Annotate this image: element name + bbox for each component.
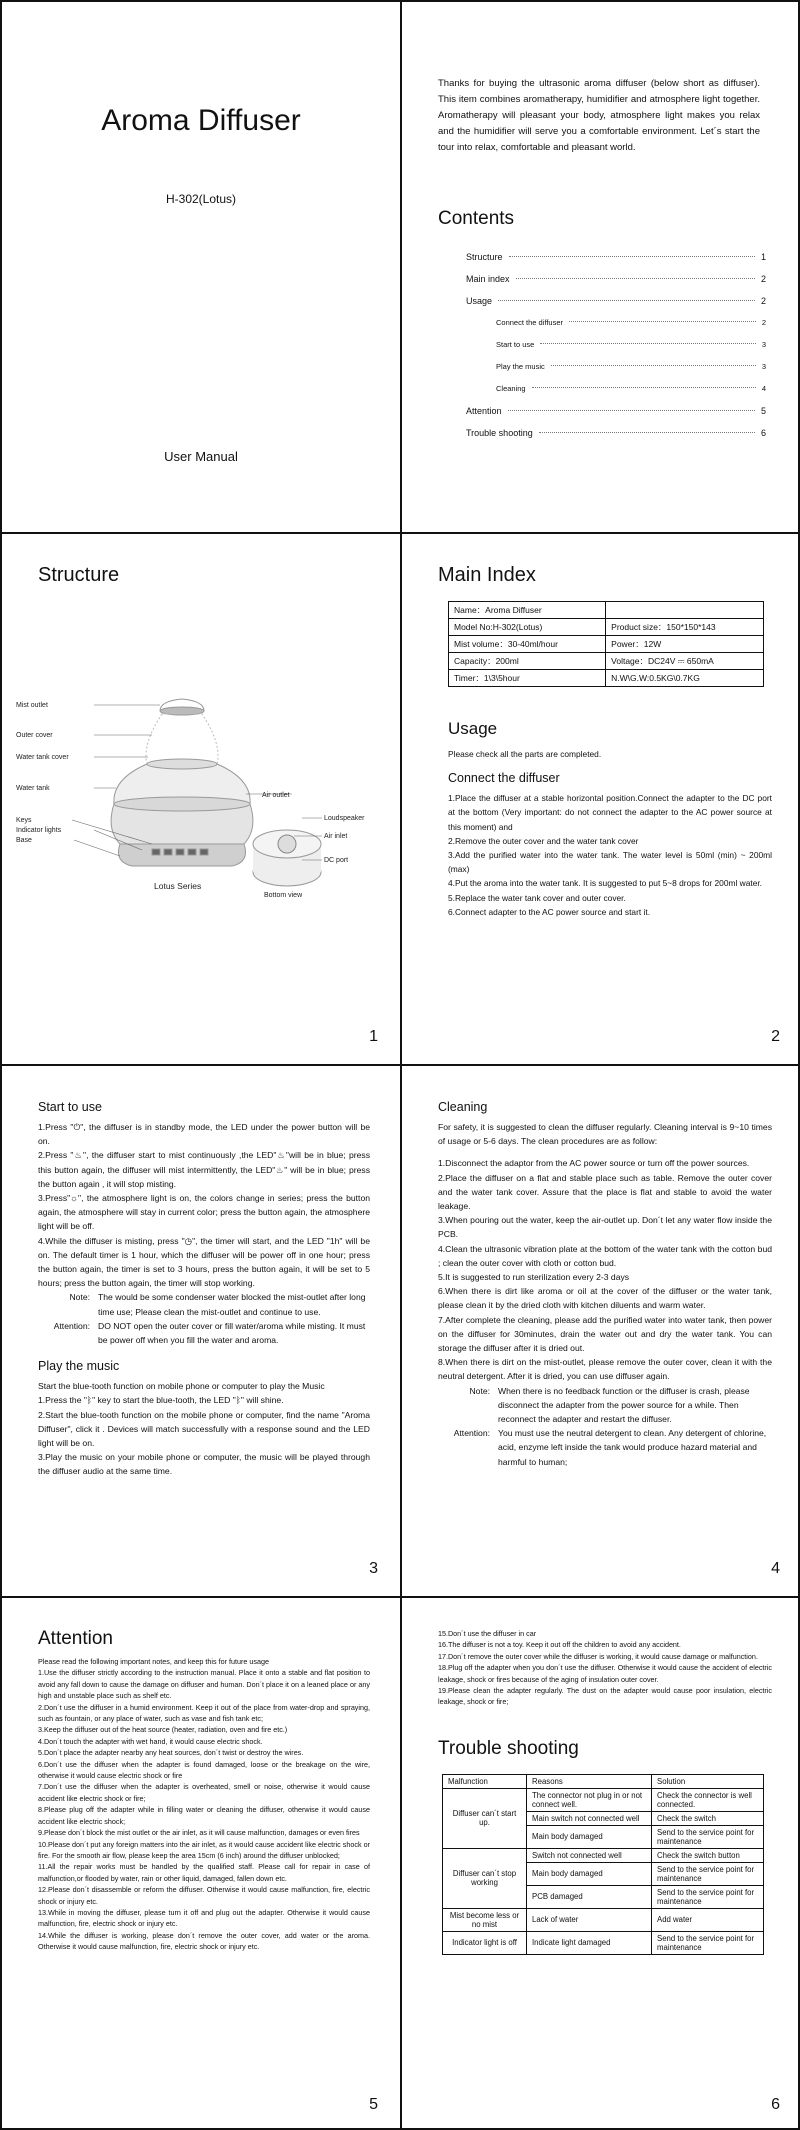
list-item: 1.Disconnect the adaptor from the AC power source or turn off the power sources.	[438, 1158, 750, 1169]
note-label: Note:	[69, 1292, 90, 1303]
list-item: 15.Don´t use the diffuser in car	[438, 1629, 537, 1638]
label-loudspeaker: Loudspeaker	[324, 815, 365, 822]
label-air-inlet: Air inlet	[324, 833, 348, 840]
cover-page	[2, 2, 402, 534]
spec-cell: Timer：1\3\5hour	[449, 670, 606, 687]
toc-leader	[508, 410, 755, 411]
label-dc-port: DC port	[324, 857, 349, 864]
trouble-solution: Check the switch button	[652, 1848, 764, 1862]
list-item: 9.Please don´t block the mist outlet or the air inlet, as it will cause malfunction, damages or even fires	[38, 1828, 360, 1838]
music-steps	[38, 1393, 370, 1478]
list-item: 5.Replace the water tank cover and outer cover.	[448, 892, 626, 903]
spec-row	[449, 653, 764, 670]
trouble-row	[443, 1931, 764, 1954]
page-number: 6	[771, 2096, 780, 2113]
spec-cell: N.W\G.W:0.5KG\0.7KG	[606, 670, 764, 687]
toc-page: 2	[760, 296, 766, 306]
trouble-solution: Send to the service point for maintenance	[652, 1885, 764, 1908]
attention-text: DO NOT open the outer cover or fill water/aroma while misting. It must be power off when you fill the water and aroma.	[98, 1320, 366, 1346]
toc-label: Main index	[466, 274, 510, 284]
trouble-header-cell: Reasons	[527, 1774, 652, 1788]
list-item: 5.It is suggested to run sterilization every 2-3 days	[438, 1272, 630, 1283]
list-item: 7.After complete the cleaning, please add the purified water into water tank, then power on the diffuser for 30minutes, drain the water out and dry the water tank. You can storage the diffuser after it is dried out.	[438, 1314, 772, 1354]
spec-row	[449, 636, 764, 653]
spec-cell: Capacity：200ml	[449, 653, 606, 670]
page-number: 1	[369, 1028, 378, 1045]
trouble-reason: Main body damaged	[527, 1825, 652, 1848]
cleaning-note	[438, 1384, 772, 1427]
list-item: 6.When there is dirt like aroma or oil at the cover of the diffuser or the water tank, please clean it by the dried cloth with kitchen diluents and warm water.	[438, 1286, 772, 1311]
cleaning-intro: For safety, it is suggested to clean the diffuser regularly. Cleaning interval is 9~10 times of usage or 5-6 days. The clean procedures are as follow:	[438, 1122, 772, 1147]
trouble-solution: Send to the service point for maintenance	[652, 1862, 764, 1885]
list-item: 8.When there is dirt on the mist-outlet, please remove the outer cover, clean it with the neutral detergent. After it is dried, you can use diffuser again.	[438, 1357, 772, 1382]
list-item: 3.Add the purified water into the water tank. The water level is 50ml (min) ~ 200ml (max)	[448, 850, 772, 875]
label-keys: Keys	[16, 817, 32, 824]
toc-label: Attention	[466, 406, 502, 416]
list-item: 18.Plug off the adapter when you don´t use the diffuser. Otherwise it would cause the accident of electric leakage, shock or fires because of the aging of insulation outer cover.	[438, 1663, 772, 1684]
toc-page: 5	[760, 406, 766, 416]
trouble-malfunction: Diffuser can´t start up.	[443, 1788, 527, 1848]
page-number: 2	[771, 1028, 780, 1045]
toc-item	[466, 406, 772, 428]
note-text: When there is no feedback function or the diffuser is crash, please disconnect the adapter from the power source for a while. Then reconnect the adapter and restart the diffuser.	[498, 1385, 750, 1425]
toc-leader	[516, 278, 755, 279]
spec-cell: Name：Aroma Diffuser	[449, 602, 606, 619]
toc-item	[496, 318, 772, 340]
label-air-outlet: Air outlet	[262, 792, 290, 799]
trouble-heading: Trouble shooting	[438, 1737, 579, 1759]
list-item: 3.Keep the diffuser out of the heat source (heater, radiation, oven and fire etc.)	[38, 1725, 288, 1735]
toc-item	[466, 428, 772, 450]
start-heading: Start to use	[38, 1100, 102, 1114]
structure-diagram	[2, 604, 402, 904]
attention-label: Attention:	[53, 1320, 90, 1331]
toc-item	[466, 252, 772, 274]
spec-cell: Mist volume：30-40ml/hour	[449, 636, 606, 653]
list-item: 2.Don´t use the diffuser in a humid environment. Keep it out of the place from water-drop and spraying, such as fountain, or any place of water, such as vase and fish tank etc;	[38, 1702, 370, 1724]
start-note	[38, 1290, 370, 1318]
trouble-solution: Check the switch	[652, 1811, 764, 1825]
trouble-malfunction: Mist become less or no mist	[443, 1908, 527, 1931]
list-item: 4.Put the aroma into the water tank. It is suggested to put 5~8 drops for 200ml water.	[448, 878, 763, 889]
toc-label: Structure	[466, 252, 503, 262]
spec-cell: Model No:H-302(Lotus)	[449, 619, 606, 636]
label-water-tank-cover: Water tank cover	[16, 754, 69, 761]
attention-label: Attention:	[453, 1428, 490, 1439]
list-item: 4.Don´t touch the adapter with wet hand, it would cause electric shock.	[38, 1736, 263, 1746]
connect-steps	[448, 791, 772, 919]
list-item: 1.Press "⏻", the diffuser is in standby mode, the LED under the power button will be on.	[38, 1122, 370, 1147]
toc-page: 3	[761, 362, 766, 371]
list-item: 10.Please don´t put any foreign matters into the air inlet, as it would cause accident like electric shock or fire. For the smooth air flow, please keep the area 15cm (6 inch) around the diffuser unblocked;	[38, 1839, 370, 1860]
list-item: 1.Use the diffuser strictly according to the instruction manual. Place it onto a stable and flat position to avoid any fall down to cause the damage on diffuser and human. Don´t place it on a leaned place or any high and unstable place such as shelf etc.	[38, 1668, 370, 1701]
trouble-page	[402, 1598, 800, 2130]
usage-heading: Usage	[448, 719, 498, 738]
spec-row	[449, 602, 764, 619]
trouble-reason: Main switch not connected well	[527, 1811, 652, 1825]
attention-heading: Attention	[38, 1628, 113, 1649]
list-item: 3.When pouring out the water, keep the air-outlet up. Don´t let any water flow inside the PCB.	[438, 1215, 772, 1240]
trouble-row	[443, 1908, 764, 1931]
music-intro: Start the blue-tooth function on mobile phone or computer to play the Music	[38, 1381, 325, 1392]
list-item: 5.Don´t place the adapter nearby any heat sources, don´t twist or destroy the wires.	[38, 1748, 304, 1758]
page-number: 3	[369, 1560, 378, 1577]
trouble-reason: The connector not plug in or not connect well.	[527, 1788, 652, 1811]
list-item: 4.Clean the ultrasonic vibration plate at the bottom of the water tank with the cotton bud ; clean the outer cover with cloth or cotton bud.	[438, 1243, 772, 1268]
toc-item	[496, 340, 772, 362]
toc-leader	[551, 365, 756, 366]
attention-intro: Please read the following important notes, and keep this for future usage	[38, 1657, 269, 1666]
attention-cont-items	[438, 1628, 772, 1708]
toc-label: Play the music	[496, 362, 545, 371]
trouble-reason: Indicate light damaged	[527, 1931, 652, 1954]
attention-page	[2, 1598, 402, 2130]
toc-label: Trouble shooting	[466, 428, 533, 438]
toc-page: 6	[760, 428, 766, 438]
trouble-reason: Switch not connected well	[527, 1848, 652, 1862]
toc-page: 1	[760, 252, 766, 262]
list-item: 8.Please plug off the adapter while in filling water or cleaning the diffuser, otherwise it would cause accident like electric shock;	[38, 1805, 370, 1826]
trouble-reason: PCB damaged	[527, 1885, 652, 1908]
list-item: 1.Press the "ᛒ" key to start the blue-tooth, the LED "ᛒ" will shine.	[38, 1395, 284, 1406]
toc-label: Start to use	[496, 340, 535, 349]
attention-items	[38, 1667, 370, 1952]
list-item: 2.Press "♨", the diffuser start to mist continuously ,the LED"♨"will be in blue; press this button again, the diffuser will mist intermittently, the LED"♨" will be in blue; press the button again , it will stop misting.	[38, 1150, 370, 1189]
structure-page	[2, 534, 402, 1066]
label-water-tank: Water tank	[16, 785, 50, 792]
label-outer-cover: Outer cover	[16, 732, 53, 739]
list-item: 3.Play the music on your mobile phone or computer, the music will be played through the diffuser audio at the same time.	[38, 1452, 370, 1477]
toc-label: Usage	[466, 296, 493, 306]
toc-item	[496, 362, 772, 384]
toc-leader	[509, 256, 755, 257]
cleaning-attention	[438, 1426, 772, 1469]
main-index-page	[402, 534, 800, 1066]
list-item: 2.Place the diffuser on a flat and stable place such as table. Remove the outer cover and the water tank cover. Assure that the place is flat and stable to avoid the water leakage.	[438, 1172, 772, 1212]
start-attention	[38, 1319, 370, 1347]
list-item: 19.Please clean the adapter regularly. The dust on the adapter would cause poor insulation, electric leakage, shock or fire;	[438, 1686, 772, 1707]
start-steps	[38, 1120, 370, 1290]
note-label: Note:	[469, 1385, 490, 1396]
list-item: 2.Remove the outer cover and the water tank cover	[448, 835, 639, 846]
list-item: 16.The diffuser is not a toy. Keep it out off the children to avoid any accident.	[438, 1640, 681, 1650]
toc-label: Connect the diffuser	[496, 318, 563, 327]
label-series: Lotus Series	[154, 881, 202, 891]
trouble-header-row	[443, 1774, 764, 1788]
list-item: 7.Don´t use the diffuser when the adapter is overheated, smell or noise, otherwise it would cause accident like electric shock or fire;	[38, 1782, 370, 1803]
spec-cell: Voltage：DC24V ⎓ 650mA	[606, 653, 764, 670]
trouble-header-cell: Solution	[652, 1774, 764, 1788]
toc-leader	[539, 432, 755, 433]
cover-manual-label: User Manual	[164, 449, 238, 464]
trouble-solution: Send to the service point for maintenance	[652, 1931, 764, 1954]
usage-intro: Please check all the parts are completed.	[448, 749, 602, 759]
list-item: 13.While in moving the diffuser, please turn it off and plug out the adapter. Otherwise it would cause malfunction, fire, electric shock or injury etc.	[38, 1907, 370, 1929]
connect-heading: Connect the diffuser	[448, 771, 560, 786]
toc-item	[496, 384, 772, 406]
note-text: The would be some condenser water blocked the mist-outlet after long time use; Please clean the mist-outlet and continue to use.	[98, 1292, 366, 1317]
spec-row	[449, 619, 764, 636]
spec-cell: Power：12W	[606, 636, 764, 653]
trouble-solution: Check the connector is well connected.	[652, 1788, 764, 1811]
trouble-malfunction: Indicator light is off	[443, 1931, 527, 1954]
page-number: 5	[369, 2096, 378, 2113]
toc-item	[466, 274, 772, 296]
music-heading: Play the music	[38, 1359, 120, 1374]
toc-leader	[540, 343, 755, 344]
trouble-solution: Add water	[652, 1908, 764, 1931]
trouble-header-cell: Malfunction	[443, 1774, 527, 1788]
list-item: 6.Connect adapter to the AC power source and start it.	[448, 906, 651, 917]
label-base: Base	[16, 837, 32, 844]
trouble-table	[442, 1774, 764, 1955]
cleaning-steps	[438, 1156, 772, 1383]
toc-item	[466, 296, 772, 318]
label-indicator-lights: Indicator lights	[16, 827, 62, 834]
trouble-reason: Lack of water	[527, 1908, 652, 1931]
list-item: 17.Don´t remove the outer cover while the diffuser is working, it would cause damage or malfunction.	[438, 1651, 758, 1661]
spec-table	[448, 601, 764, 687]
list-item: 3.Press"☼", the atmosphere light is on, the colors change in series; press the button again, the atmosphere will stay in current color; press the button again, the atmosphere light will be off.	[38, 1193, 370, 1232]
attention-text: You must use the neutral detergent to clean. Any detergent of chlorine, acid, enzyme left inside the tank would produce hazard material and harmful to human;	[498, 1428, 767, 1467]
trouble-row	[443, 1788, 764, 1811]
list-item: 11.All the repair works must be handled by the qualified staff. Please call for repair in case of malfunction,or flooded by water, rain or other liquid, damaged, fallen down etc.	[38, 1862, 370, 1883]
trouble-malfunction: Diffuser can´t stop working	[443, 1848, 527, 1908]
toc-leader	[498, 300, 755, 301]
toc-list	[438, 252, 772, 450]
list-item: 14.While the diffuser is working, please don´t remove the outer cover, add water or the aroma. Otherwise it would cause malfunction, fire, electric shock or injury etc.	[38, 1930, 370, 1952]
spec-cell: Product size：150*150*143	[606, 619, 764, 636]
list-item: 12.Please don´t disassemble or reform the diffuser. Otherwise it would cause malfunction, fire, electric shock or injury etc.	[38, 1885, 370, 1906]
cleaning-heading: Cleaning	[438, 1100, 488, 1114]
spec-row	[449, 670, 764, 687]
contents-page	[402, 2, 800, 534]
toc-leader	[569, 321, 756, 322]
toc-page: 2	[760, 274, 766, 284]
page-number: 4	[771, 1560, 780, 1577]
toc-leader	[532, 387, 756, 388]
cover-title: Aroma Diffuser	[101, 104, 301, 137]
structure-heading: Structure	[38, 564, 120, 586]
spec-cell	[606, 602, 764, 619]
list-item: 6.Don´t use the diffuser when the adapter is found damaged, loose or the breakage on the wire, otherwise it would cause electric shock or fire	[38, 1759, 370, 1781]
label-bottom-view: Bottom view	[264, 892, 303, 899]
list-item: 1.Place the diffuser at a stable horizontal position.Connect the adapter to the DC port at the bottom (Very important: do not connect the adapter to the AC power source at this moment) and	[448, 793, 772, 832]
intro-text: Thanks for buying the ultrasonic aroma diffuser (below short as diffuser). This item combines aromatherapy, humidifier and atmosphere light together. Aromatherapy will pleasant your body, atmosphere light makes you relax and the humidifier will serve you a comfortable environment. Let´s start the tour into relax, comfortable and pleasant world.	[438, 78, 760, 153]
main-index-heading: Main Index	[438, 564, 536, 586]
trouble-solution: Send to the service point for maintenance	[652, 1825, 764, 1848]
start-page	[2, 1066, 402, 1598]
list-item: 2.Start the blue-tooth function on the mobile phone or computer, find the name "Aroma Diffuser", click it . Devices will match successfully with a response sound and the LED light will be on.	[38, 1409, 370, 1449]
toc-page: 2	[761, 318, 766, 327]
list-item: 4.While the diffuser is misting, press "◷", the timer will start, and the LED "1h" will be on. The default timer is 1 hour, which the diffuser will be power off in one hour; press the button again, the timer is set to 3 hours, press the button again, it will be set to 5 hours; press the button again, the timer will stop working.	[38, 1235, 370, 1289]
label-mist-outlet: Mist outlet	[16, 702, 48, 709]
toc-page: 4	[761, 384, 766, 393]
toc-label: Cleaning	[496, 384, 526, 393]
trouble-reason: Main body damaged	[527, 1862, 652, 1885]
cover-model: H-302(Lotus)	[165, 192, 237, 206]
trouble-row	[443, 1848, 764, 1862]
cleaning-page	[402, 1066, 800, 1598]
contents-heading: Contents	[438, 208, 515, 229]
toc-page: 3	[761, 340, 766, 349]
